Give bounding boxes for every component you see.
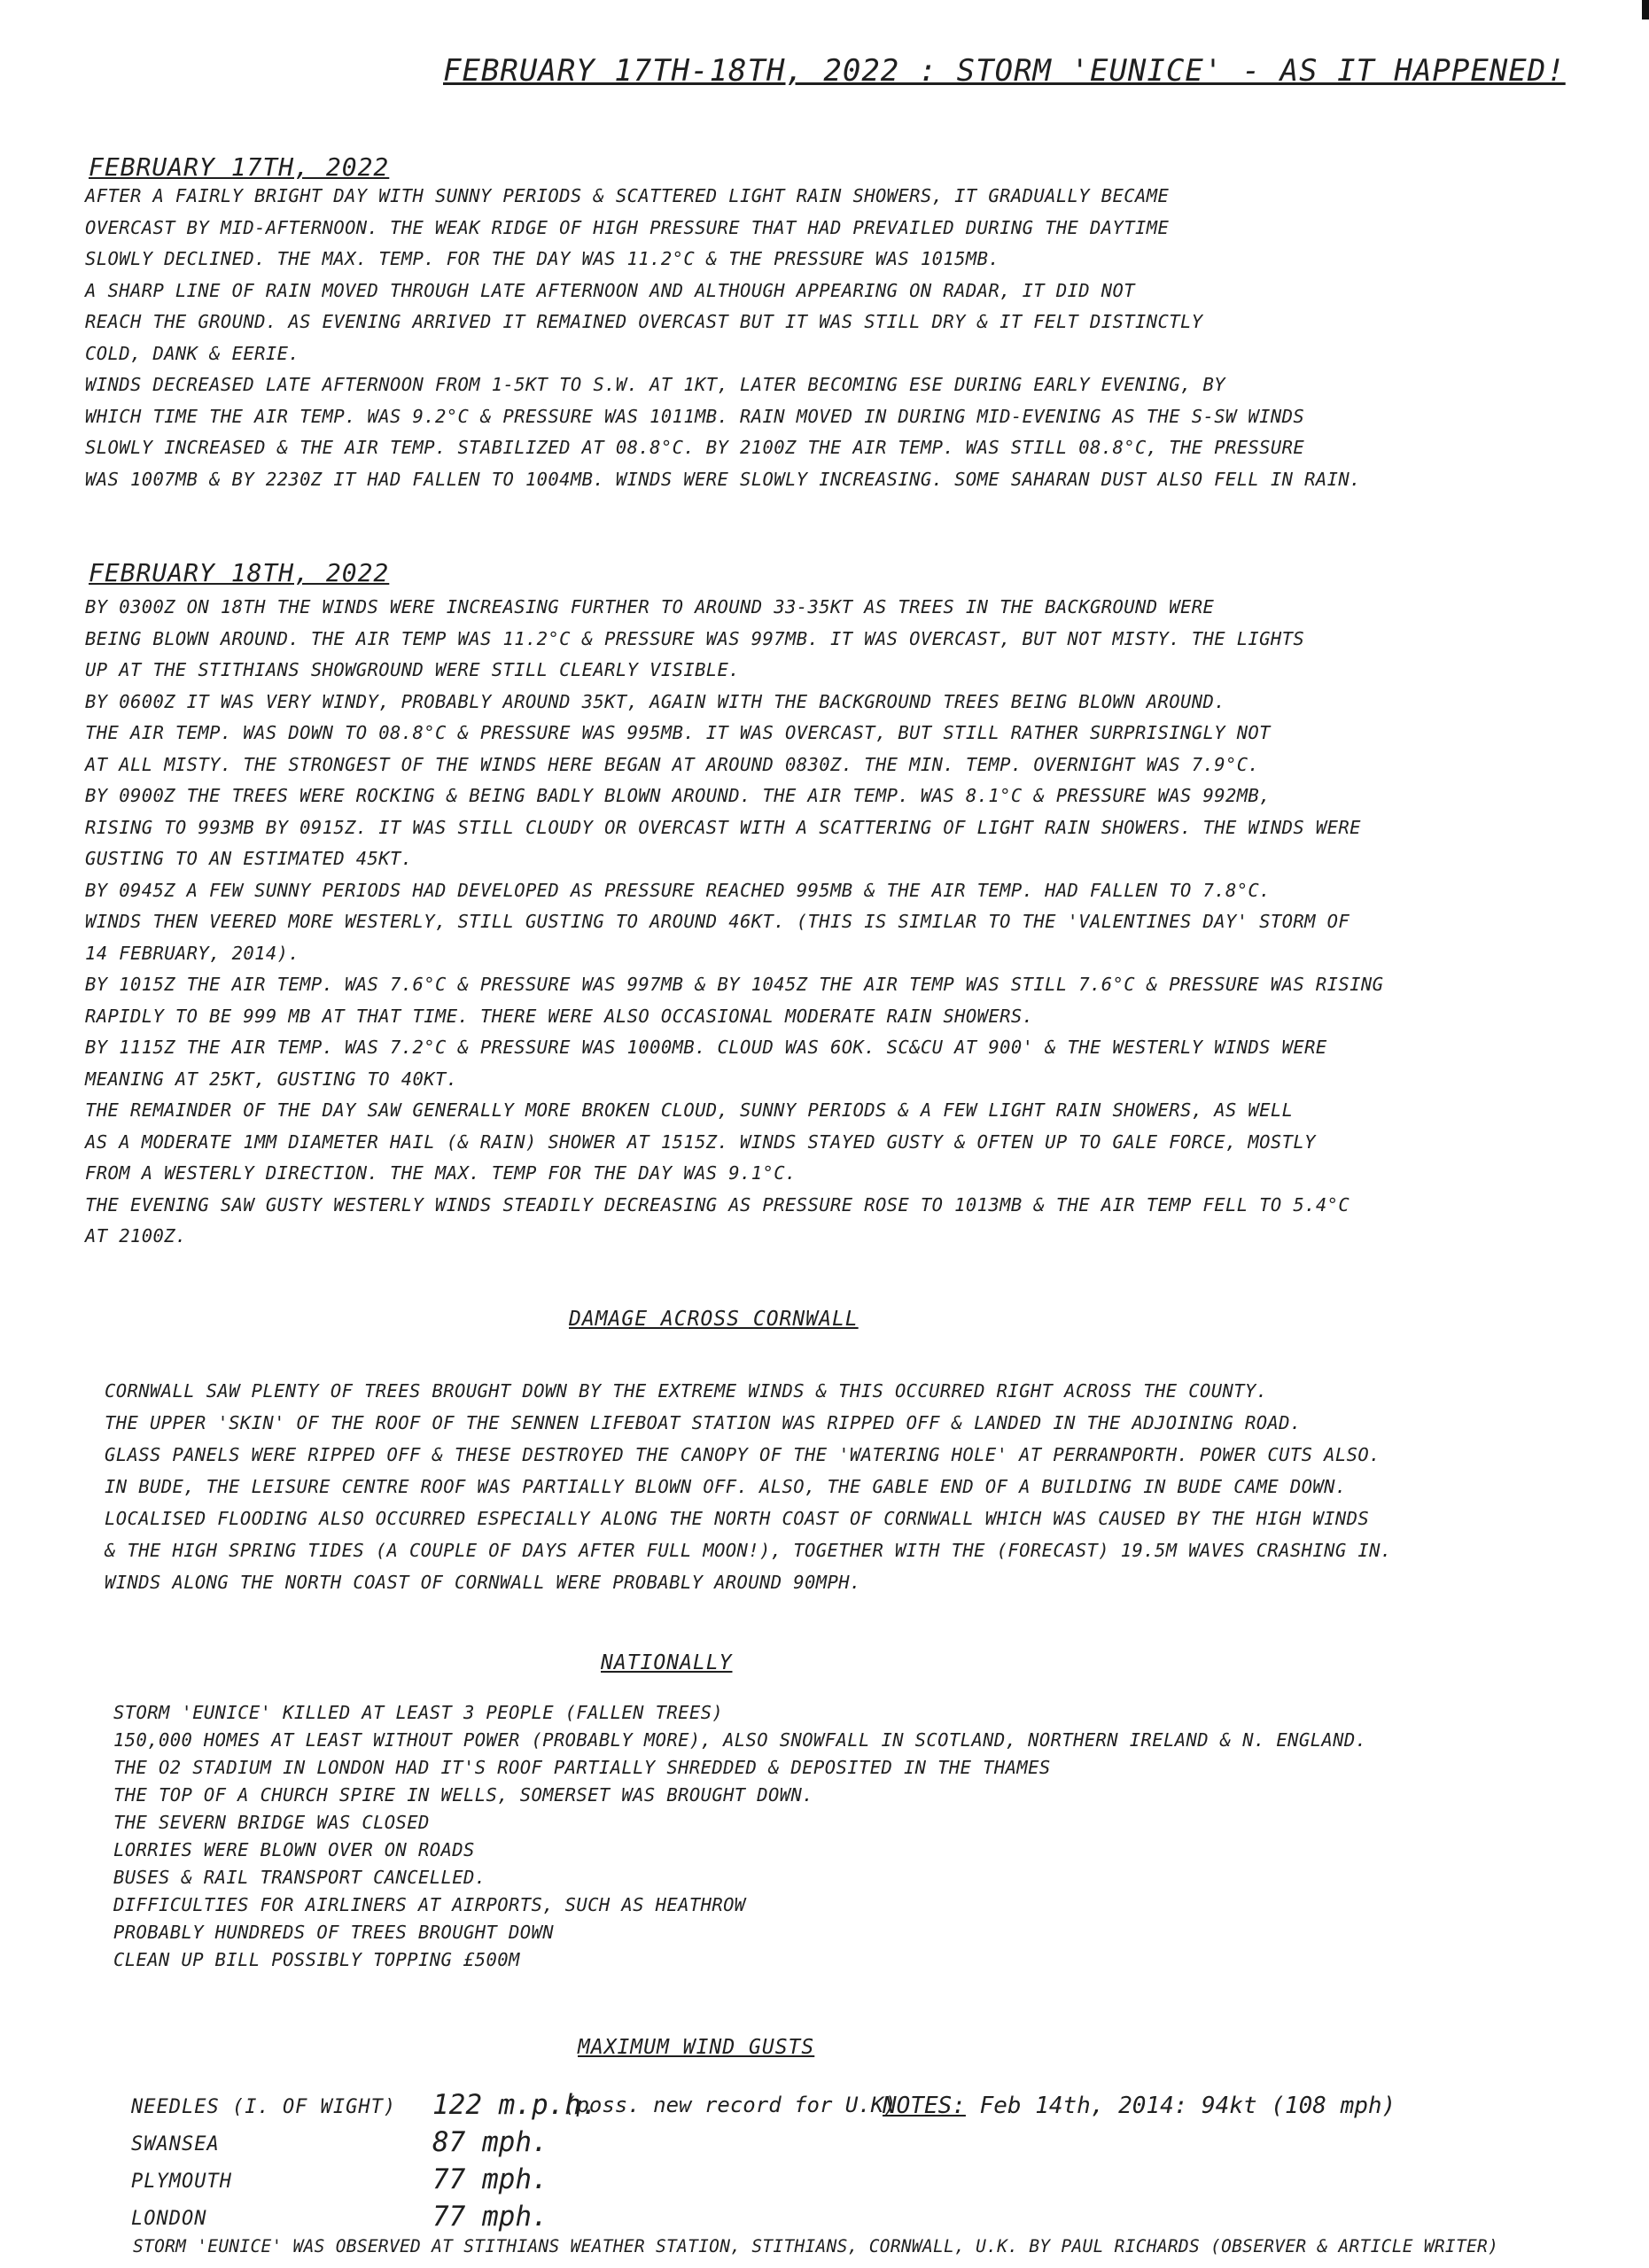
section-feb17-body (85, 181, 1591, 495)
gusts-table (131, 2089, 1602, 2238)
list-item: THE TOP OF A CHURCH SPIRE IN WELLS, SOMERSET WAS BROUGHT DOWN. (113, 1784, 814, 1806)
notes-label: NOTES: (883, 2093, 966, 2119)
list-item: STORM 'EUNICE' KILLED AT LEAST 3 PEOPLE (FALLEN TREES) (113, 1702, 724, 1723)
gust-location: PLYMOUTH (131, 2171, 232, 2193)
text-line: AT ALL MISTY. THE STRONGEST OF THE WINDS HERE BEGAN AT AROUND 0830Z. THE MIN. TEMP. OVERNIGHT WAS 7.9°C. (85, 753, 1260, 775)
text-line: WINDS ALONG THE NORTH COAST OF CORNWALL WERE PROBABLY AROUND 90MPH. (105, 1572, 861, 1593)
text-line: BY 1115Z THE AIR TEMP. WAS 7.2°C & PRESSURE WAS 1000MB. CLOUD WAS 6OK. SC&CU AT 900' & THE WESTERLY WINDS WERE (85, 1037, 1327, 1058)
text-line: 14 FEBRUARY, 2014). (85, 942, 300, 964)
list-item: BUSES & RAIL TRANSPORT CANCELLED. (113, 1867, 486, 1888)
text-line: & THE HIGH SPRING TIDES (A COUPLE OF DAYS AFTER FULL MOON!), TOGETHER WITH THE (FORECAST) 19.5M WAVES CRASHING IN. (105, 1540, 1392, 1561)
text-line: THE EVENING SAW GUSTY WESTERLY WINDS STEADILY DECREASING AS PRESSURE ROSE TO 1013MB & THE AIR TEMP FELL TO 5.4°C (85, 1193, 1350, 1216)
list-item: LORRIES WERE BLOWN OVER ON ROADS (113, 1839, 475, 1860)
text-line: IN BUDE, THE LEISURE CENTRE ROOF WAS PARTIALLY BLOWN OFF. ALSO, THE GABLE END OF A BUILDING IN BUDE CAME DOWN. (105, 1476, 1347, 1497)
gust-location: SWANSEA (131, 2133, 220, 2155)
list-item: DIFFICULTIES FOR AIRLINERS AT AIRPORTS, SUCH AS HEATHROW (113, 1894, 746, 1915)
text-line: UP AT THE STITHIANS SHOWGROUND WERE STILL CLEARLY VISIBLE. (85, 659, 741, 680)
gust-row (131, 2163, 1602, 2201)
gust-value: 122 m.p.h. (432, 2089, 598, 2121)
text-line: WHICH TIME THE AIR TEMP. WAS 9.2°C & PRESSURE WAS 1011MB. RAIN MOVED IN DURING MID-EVENING AS THE S-SW WINDS (85, 405, 1305, 427)
text-line: BY 1015Z THE AIR TEMP. WAS 7.6°C & PRESSURE WAS 997MB & BY 1045Z THE AIR TEMP WAS STILL 7.6°C & PRESSURE WAS RISING (85, 974, 1384, 995)
gust-row (131, 2089, 1602, 2126)
text-line: REACH THE GROUND. AS EVENING ARRIVED IT REMAINED OVERCAST BUT IT WAS STILL DRY & IT FELT DISTINCTLY (85, 311, 1203, 332)
text-line: WINDS DECREASED LATE AFTERNOON FROM 1-5KT TO S.W. AT 1KT, LATER BECOMING ESE DURING EARLY EVENING, BY (85, 374, 1225, 395)
text-line: BY 0900Z THE TREES WERE ROCKING & BEING BADLY BLOWN AROUND. THE AIR TEMP. WAS 8.1°C & PRESSURE WAS 992MB, (85, 785, 1271, 806)
list-item: THE O2 STADIUM IN LONDON HAD IT'S ROOF PARTIALLY SHREDDED & DEPOSITED IN THE THAMES (113, 1757, 1051, 1778)
text-line: COLD, DANK & EERIE. (85, 342, 300, 364)
list-item: THE SEVERN BRIDGE WAS CLOSED (113, 1812, 430, 1833)
gust-value: 77 mph. (432, 2201, 548, 2233)
text-line: WAS 1007MB & BY 2230Z IT HAD FALLEN TO 1004MB. WINDS WERE SLOWLY INCREASING. SOME SAHARAN DUST ALSO FELL IN RAIN. (85, 468, 1361, 490)
text-line: THE UPPER 'SKIN' OF THE ROOF OF THE SENNEN LIFEBOAT STATION WAS RIPPED OFF & LANDED IN THE ADJOINING ROAD. (105, 1412, 1302, 1433)
text-line: BY 0945Z A FEW SUNNY PERIODS HAD DEVELOPED AS PRESSURE REACHED 995MB & THE AIR TEMP. HAD FALLEN TO 7.8°C. (85, 879, 1271, 901)
gust-row (131, 2126, 1602, 2163)
gust-value: 87 mph. (432, 2126, 548, 2158)
list-item: PROBABLY HUNDREDS OF TREES BROUGHT DOWN (113, 1922, 554, 1943)
list-item: CLEAN UP BILL POSSIBLY TOPPING £500M (113, 1949, 520, 1970)
text-line: AT 2100Z. (85, 1225, 187, 1247)
text-line: A SHARP LINE OF RAIN MOVED THROUGH LATE AFTERNOON AND ALTHOUGH APPEARING ON RADAR, IT DID NOT (85, 279, 1136, 301)
nationally-heading: NATIONALLY (601, 1651, 733, 1674)
text-line: SLOWLY INCREASED & THE AIR TEMP. STABILIZED AT 08.8°C. BY 2100Z THE AIR TEMP. WAS STILL 08.8°C, THE PRESSURE (85, 437, 1305, 458)
text-line: RAPIDLY TO BE 999 MB AT THAT TIME. THERE WERE ALSO OCCASIONAL MODERATE RAIN SHOWERS. (85, 1005, 1034, 1027)
scan-corner-mark (1642, 0, 1649, 19)
text-line: GUSTING TO AN ESTIMATED 45KT. (85, 848, 413, 869)
notes-text: Feb 14th, 2014: 94kt (108 mph) (979, 2093, 1396, 2119)
text-line: AS A MODERATE 1MM DIAMETER HAIL (& RAIN) SHOWER AT 1515Z. WINDS STAYED GUSTY & OFTEN UP TO GALE FORCE, MOSTLY (85, 1130, 1316, 1153)
text-line: FROM A WESTERLY DIRECTION. THE MAX. TEMP FOR THE DAY WAS 9.1°C. (85, 1162, 797, 1184)
gust-location: LONDON (131, 2208, 207, 2230)
notes (883, 2093, 1396, 2119)
text-line: BY 0300Z ON 18TH THE WINDS WERE INCREASING FURTHER TO AROUND 33-35KT AS TREES IN THE BACKGROUND WERE (85, 596, 1215, 617)
document-title: FEBRUARY 17TH-18TH, 2022 : STORM 'EUNICE' - AS IT HAPPENED! (443, 53, 1566, 89)
gust-row (131, 2201, 1602, 2238)
text-line: OVERCAST BY MID-AFTERNOON. THE WEAK RIDGE OF HIGH PRESSURE THAT HAD PREVAILED DURING THE DAYTIME (85, 216, 1170, 238)
gust-location: NEEDLES (I. OF WIGHT) (131, 2096, 397, 2118)
list-item: 150,000 HOMES AT LEAST WITHOUT POWER (PROBABLY MORE), ALSO SNOWFALL IN SCOTLAND, NORTHERN IRELAND & N. ENGLAND. (113, 1729, 1367, 1751)
text-line: GLASS PANELS WERE RIPPED OFF & THESE DESTROYED THE CANOPY OF THE 'WATERING HOLE' AT PERRANPORTH. POWER CUTS ALSO. (105, 1444, 1381, 1465)
text-line: WINDS THEN VEERED MORE WESTERLY, STILL GUSTING TO AROUND 46KT. (THIS IS SIMILAR TO THE 'VALENTINES DAY' STORM OF (85, 911, 1350, 932)
text-line: LOCALISED FLOODING ALSO OCCURRED ESPECIALLY ALONG THE NORTH COAST OF CORNWALL WHICH WAS CAUSED BY THE HIGH WINDS (105, 1508, 1370, 1529)
text-line: SLOWLY DECLINED. THE MAX. TEMP. FOR THE DAY WAS 11.2°C & THE PRESSURE WAS 1015MB. (85, 248, 1000, 269)
section-date-feb17: FEBRUARY 17TH, 2022 (89, 152, 390, 182)
gust-note: (poss. new record for U.K) (564, 2093, 897, 2117)
damage-heading: DAMAGE ACROSS CORNWALL (569, 1308, 859, 1331)
text-line: BEING BLOWN AROUND. THE AIR TEMP WAS 11.2°C & PRESSURE WAS 997MB. IT WAS OVERCAST, BUT NOT MISTY. THE LIGHTS (85, 627, 1305, 649)
text-line: THE REMAINDER OF THE DAY SAW GENERALLY MORE BROKEN CLOUD, SUNNY PERIODS & A FEW LIGHT RAIN SHOWERS, AS WELL (85, 1099, 1294, 1121)
nationally-list (113, 1699, 1620, 1974)
damage-body (105, 1375, 1611, 1598)
gusts-heading: MAXIMUM WIND GUSTS (578, 2036, 815, 2059)
section-date-feb18: FEBRUARY 18TH, 2022 (89, 558, 390, 587)
text-line: RISING TO 993MB BY 0915Z. IT WAS STILL CLOUDY OR OVERCAST WITH A SCATTERING OF LIGHT RAIN SHOWERS. THE WINDS WERE (85, 816, 1361, 838)
observer-credit: STORM 'EUNICE' WAS OBSERVED AT STITHIANS WEATHER STATION, STITHIANS, CORNWALL, U.K. BY PAUL RICHARDS (OBSERVER & ARTICLE WRITER) (133, 2236, 1499, 2256)
text-line: CORNWALL SAW PLENTY OF TREES BROUGHT DOWN BY THE EXTREME WINDS & THIS OCCURRED RIGHT ACROSS THE COUNTY. (105, 1380, 1268, 1402)
text-line: BY 0600Z IT WAS VERY WINDY, PROBABLY AROUND 35KT, AGAIN WITH THE BACKGROUND TREES BEING BLOWN AROUND. (85, 690, 1225, 712)
section-feb18-body (85, 592, 1591, 1253)
text-line: AFTER A FAIRLY BRIGHT DAY WITH SUNNY PERIODS & SCATTERED LIGHT RAIN SHOWERS, IT GRADUALLY BECAME (85, 185, 1170, 206)
gust-value: 77 mph. (432, 2163, 548, 2195)
text-line: MEANING AT 25KT, GUSTING TO 40KT. (85, 1068, 458, 1090)
text-line: THE AIR TEMP. WAS DOWN TO 08.8°C & PRESSURE WAS 995MB. IT WAS OVERCAST, BUT STILL RATHER SURPRISINGLY NOT (85, 722, 1271, 743)
